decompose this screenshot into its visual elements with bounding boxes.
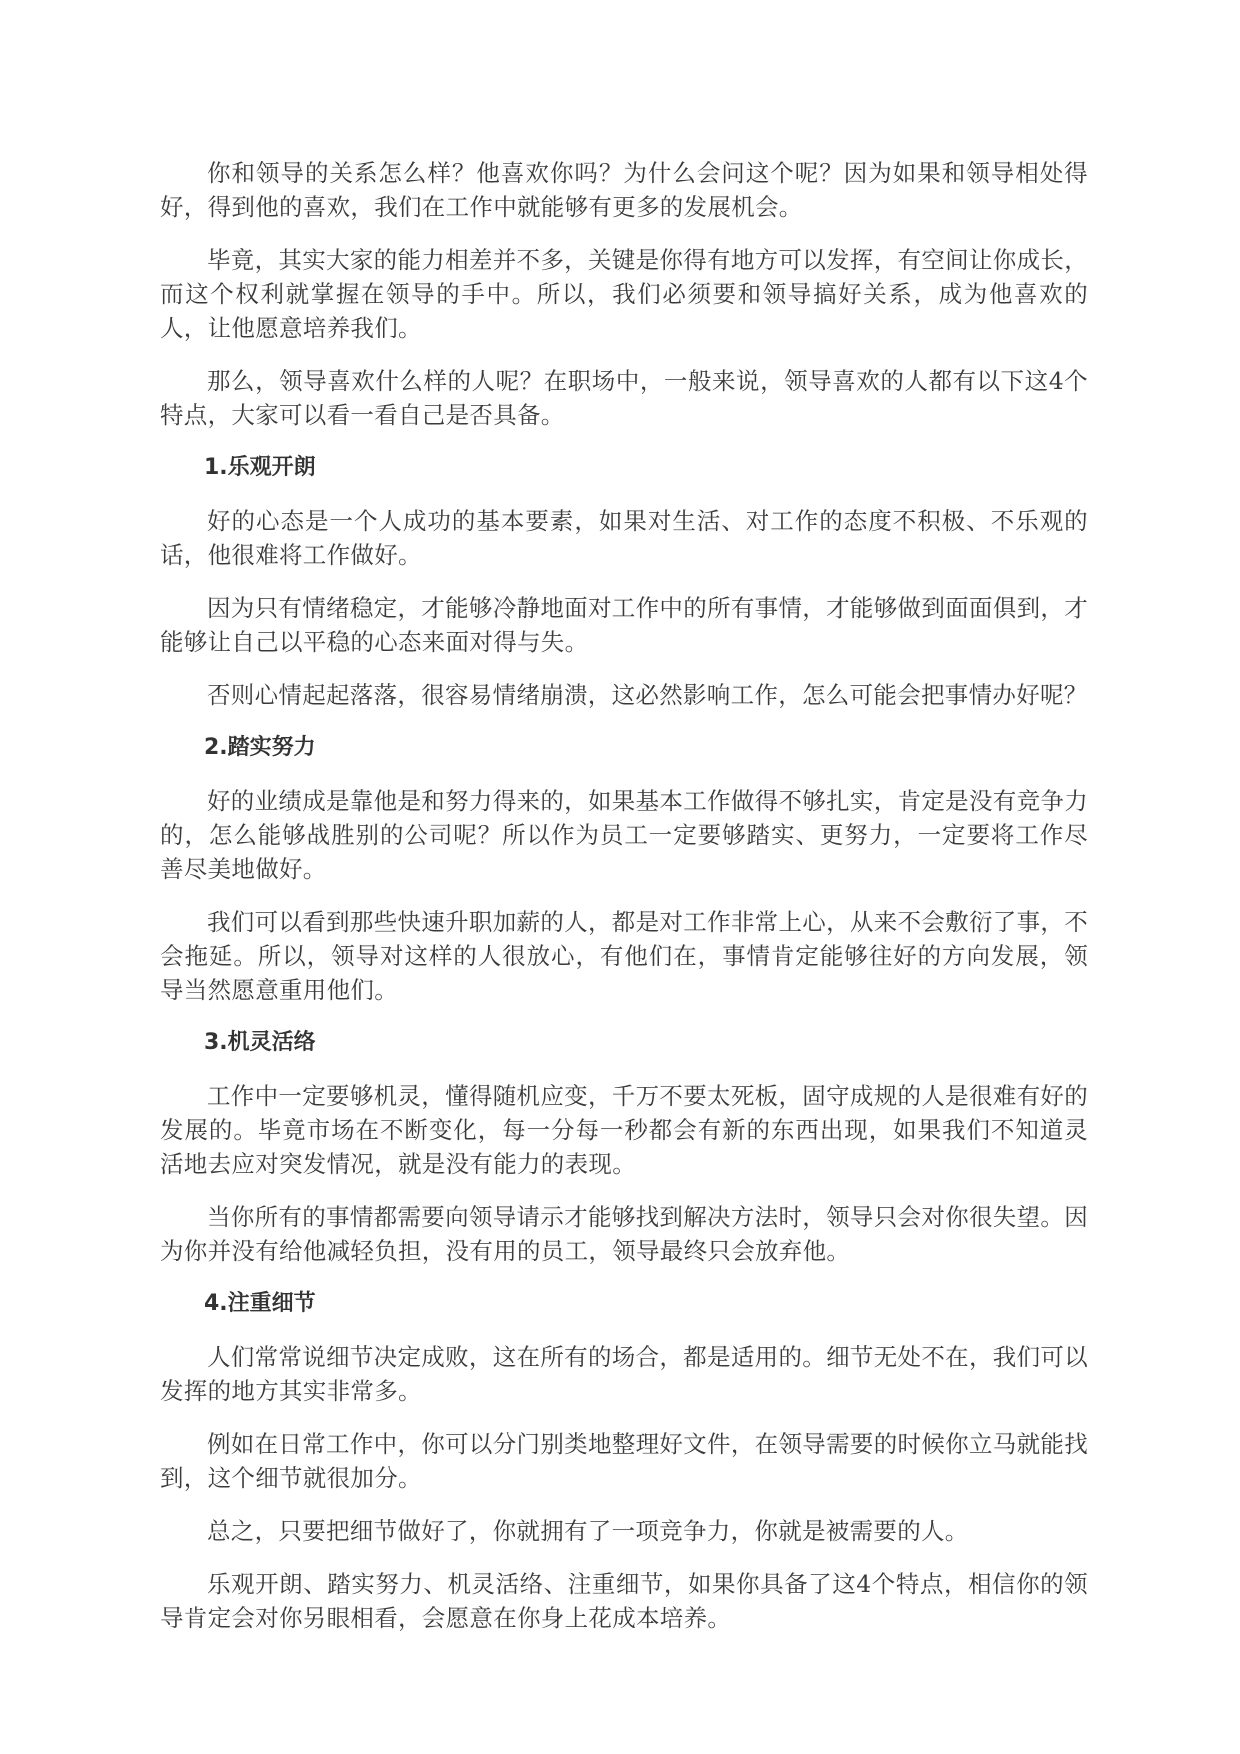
section-heading: 4.注重细节 (204, 1291, 316, 1316)
section-heading: 3.机灵活络 (204, 1030, 316, 1055)
paragraph: 否则心情起起落落，很容易情绪崩溃，这必然影响工作，怎么可能会把事情办好呢？ (207, 681, 1088, 709)
paragraph: 当你所有的事情都需要向领导请示才能够找到解决方法时，领导只会对你很失望。因为你并没有给他减轻负担，没有用的员工，领导最终只会放弃他。 (160, 1203, 1088, 1265)
paragraph: 好的业绩成是靠他是和努力得来的，如果基本工作做得不够扎实，肯定是没有竞争力的，怎么能够战胜别的公司呢？所以作为员工一定要够踏实、更努力，一定要将工作尽善尽美地做好。 (160, 787, 1088, 883)
paragraph: 那么，领导喜欢什么样的人呢？在职场中，一般来说，领导喜欢的人都有以下这4个特点，大家可以看一看自己是否具备。 (160, 367, 1088, 429)
section-heading: 2.踏实努力 (204, 735, 316, 760)
paragraph: 因为只有情绪稳定，才能够冷静地面对工作中的所有事情，才能够做到面面俱到，才能够让自己以平稳的心态来面对得与失。 (160, 594, 1088, 656)
paragraph: 你和领导的关系怎么样？他喜欢你吗？为什么会问这个呢？因为如果和领导相处得好，得到他的喜欢，我们在工作中就能够有更多的发展机会。 (160, 159, 1088, 221)
paragraph: 总之，只要把细节做好了，你就拥有了一项竞争力，你就是被需要的人。 (207, 1517, 969, 1545)
section-heading: 1.乐观开朗 (204, 455, 316, 480)
paragraph: 我们可以看到那些快速升职加薪的人，都是对工作非常上心，从来不会敷衍了事，不会拖延。所以，领导对这样的人很放心，有他们在，事情肯定能够往好的方向发展，领导当然愿意重用他们。 (160, 908, 1088, 1004)
paragraph: 例如在日常工作中，你可以分门别类地整理好文件，在领导需要的时候你立马就能找到，这个细节就很加分。 (160, 1430, 1088, 1492)
paragraph: 毕竟，其实大家的能力相差并不多，关键是你得有地方可以发挥，有空间让你成长，而这个权利就掌握在领导的手中。所以，我们必须要和领导搞好关系，成为他喜欢的人，让他愿意培养我们。 (160, 246, 1088, 342)
paragraph: 工作中一定要够机灵，懂得随机应变，千万不要太死板，固守成规的人是很难有好的发展的。毕竟市场在不断变化，每一分每一秒都会有新的东西出现，如果我们不知道灵活地去应对突发情况，就是没有能力的表现。 (160, 1082, 1088, 1178)
paragraph: 乐观开朗、踏实努力、机灵活络、注重细节，如果你具备了这4个特点，相信你的领导肯定会对你另眼相看，会愿意在你身上花成本培养。 (160, 1570, 1088, 1632)
paragraph: 人们常常说细节决定成败，这在所有的场合，都是适用的。细节无处不在，我们可以发挥的地方其实非常多。 (160, 1343, 1088, 1405)
paragraph: 好的心态是一个人成功的基本要素，如果对生活、对工作的态度不积极、不乐观的话，他很难将工作做好。 (160, 507, 1088, 569)
